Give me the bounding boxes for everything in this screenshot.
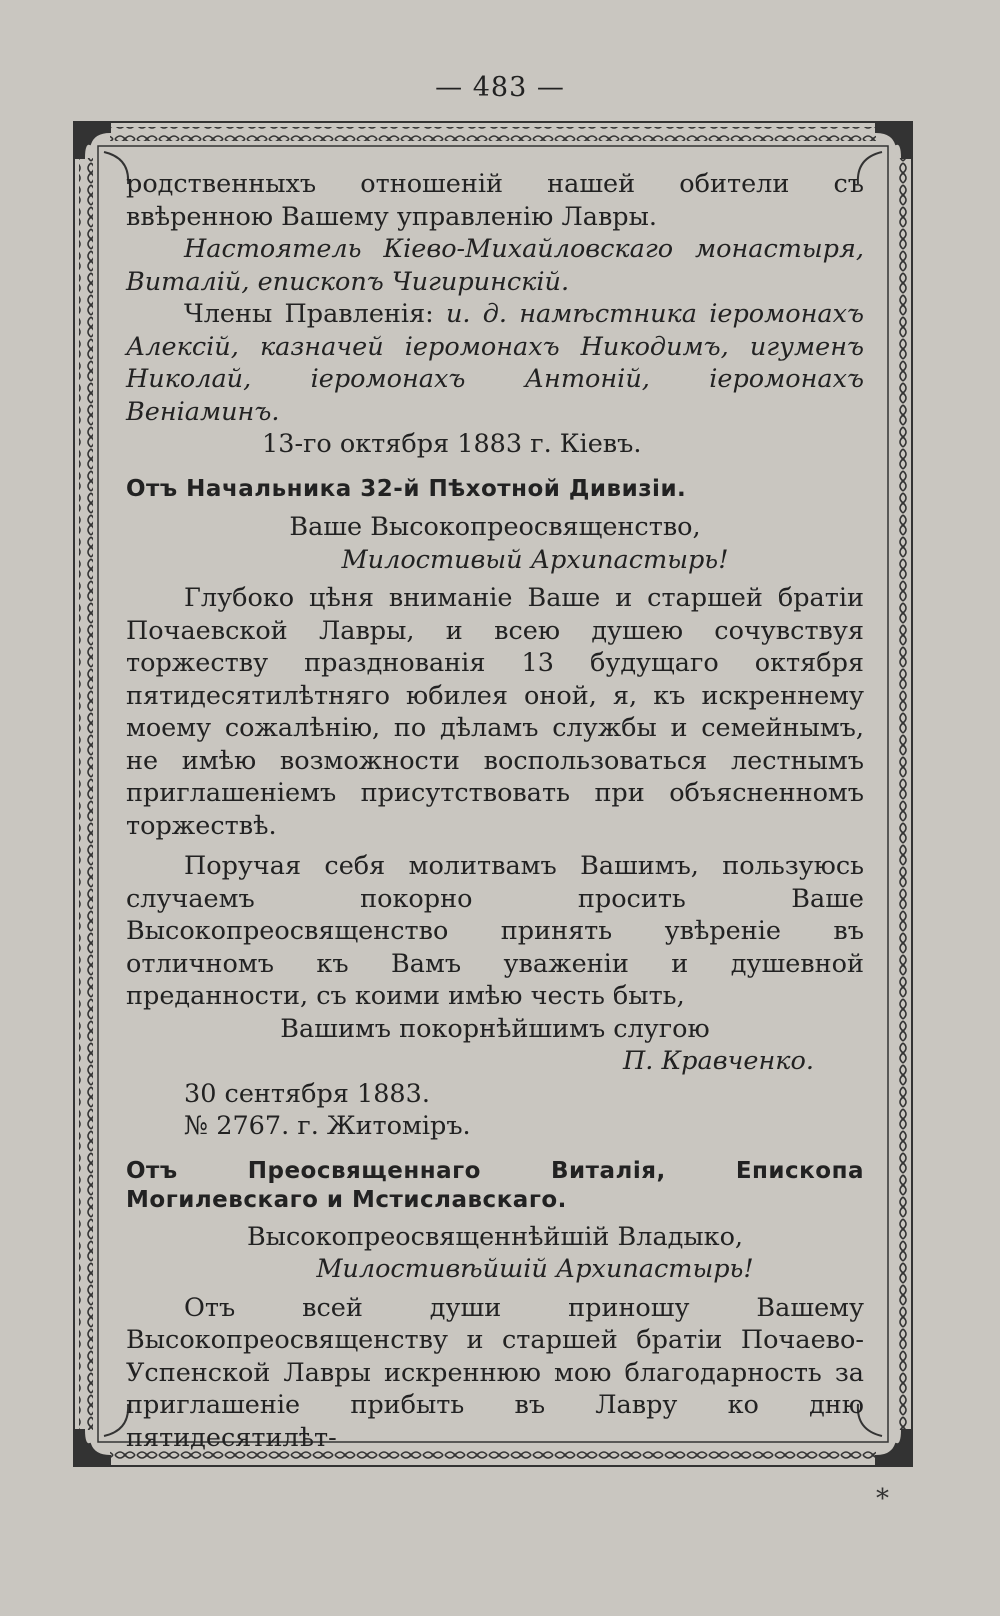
document-number-1: № 2767. г. Житоміръ. [184,1111,471,1141]
letter-1-closing: Поручая себя молитвамъ Вашимъ, пользуюсь случаемъ покорно просить Ваше Высокопреосвященство принять увѣреніе въ отличномъ къ Вамъ уваженіи и душевной преданности, съ коими имѣю честь быть, [126,851,864,1011]
salutation-1: Ваше Высокопреосвященство, [289,512,701,542]
page-body [126,168,864,1454]
paragraph-board-members [126,298,864,428]
ornamental-frame [70,118,916,1470]
salutation-1-italic: Милостивый Архипастырь! [341,544,729,575]
signature-1: П. Кравченко. [623,1046,814,1076]
letter-1-valediction: Вашимъ покорнѣйшимъ слугою [280,1013,710,1044]
date-kiev: 13-го октября 1883 г. Кіевъ. [262,429,642,459]
paragraph-signatory: Настоятель Кіево-Михайловскаго монастыря, Виталій, епископъ Чигиринскій. [126,234,864,297]
page-number: — 483 — [435,72,565,103]
board-names: и. д. намѣстника іеромонахъ Алексій, казначей іеромонахъ Никодимъ, игуменъ Николай, іеромонахъ Антоній, іеромонахъ Веніаминъ. [126,299,865,427]
letter-1-body: Глубоко цѣня вниманіе Ваше и старшей братіи Почаевской Лавры, и всею душею сочувствуя торжеству празднованія 13 будущаго октября пятидесятилѣтняго юбилея оной, я, къ искреннему моему сожалѣнію, по дѣламъ службы и семейнымъ, не имѣю возможности воспользоваться лестнымъ приглашеніемъ присутствовать при объясненномъ торжествѣ. [126,583,864,841]
section-heading-1: Отъ Начальника 32-й Пѣхотной Дивизіи. [126,475,687,502]
paragraph-continuation: родственныхъ отношеній нашей обители съ ввѣренною Вашему управленію Лавры. [126,169,864,232]
salutation-2: Высокопреосвященнѣйшій Владыко, [246,1221,744,1252]
salutation-2-italic: Милостивѣйшій Архипастырь! [316,1254,754,1284]
footer-mark: * [876,1484,889,1514]
letter-2-body: Отъ всей души приношу Вашему Высокопреосвященству и старшей братіи Почаево-Успенской Лавры искреннюю мою благодарность за приглашеніе прибыть въ Лавру ко дню пятидесятилѣт- [126,1292,864,1453]
section-heading-2: Отъ Преосвященнаго Виталія, Епископа Могилевскаго и Мстиславскаго. [126,1157,864,1213]
date-1: 30 сентября 1883. [184,1078,430,1109]
board-label: Члены Правленія: [184,299,434,329]
